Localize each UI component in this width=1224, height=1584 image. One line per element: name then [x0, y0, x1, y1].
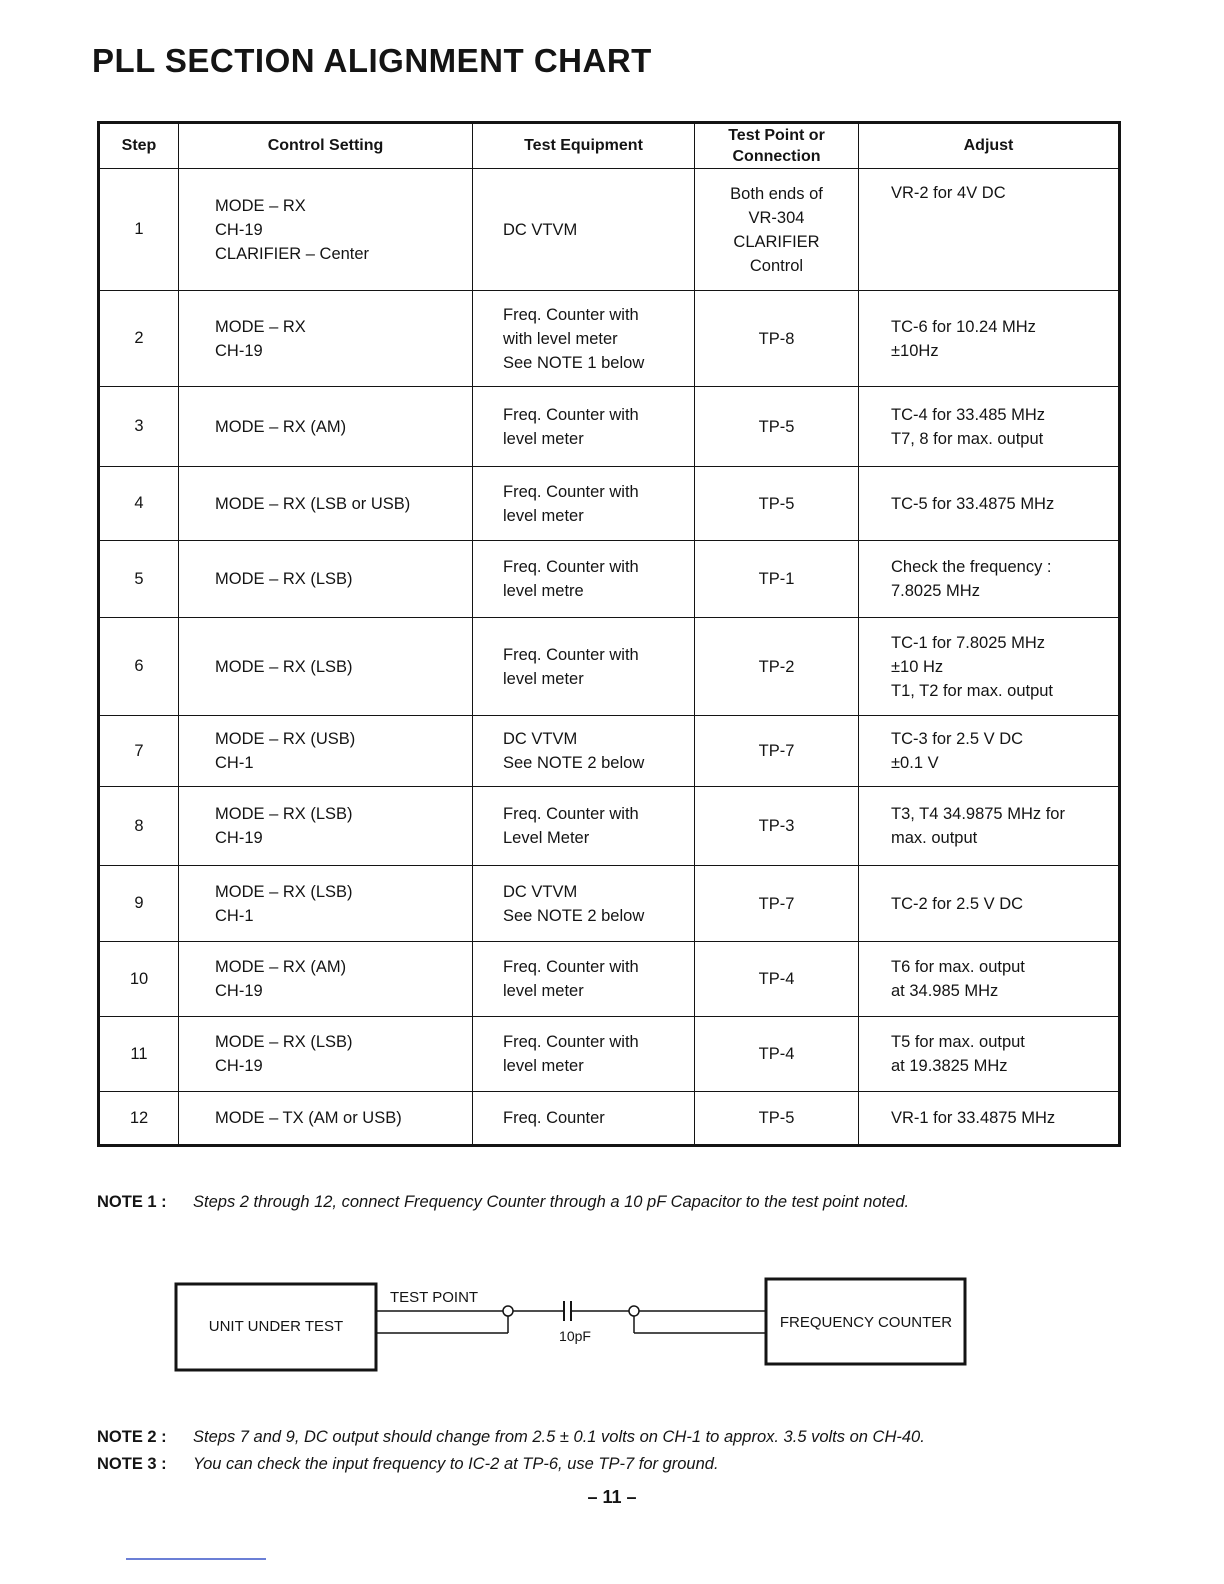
frequency-counter-label: FREQUENCY COUNTER [779, 1314, 953, 1331]
cell-adjust [859, 1092, 1120, 1146]
cell-adjust-line: T6 for max. output [891, 958, 1025, 976]
cell-test-point-line: CLARIFIER [733, 232, 820, 251]
cell-test-point-line: TP-7 [758, 894, 795, 913]
table-row [99, 1092, 1120, 1146]
cell-adjust-line: TC-5 for 33.4875 MHz [891, 494, 1055, 513]
cell-test-equipment-line: DC VTVM [503, 730, 578, 748]
cell-control-setting [179, 787, 473, 866]
cell-test-equipment [473, 942, 695, 1017]
cell-adjust-line: 7.8025 MHz [891, 582, 980, 600]
cell-adjust-line: max. output [891, 829, 978, 847]
cell-test-point [695, 942, 859, 1017]
cell-control-setting [179, 291, 473, 387]
header-adjust: Adjust [859, 123, 1120, 169]
cell-test-point [695, 716, 859, 787]
cell-control-setting-line: MODE – RX (LSB) [215, 882, 353, 901]
cell-control-setting [179, 942, 473, 1017]
cell-control-setting-line: CLARIFIER – Center [215, 244, 370, 263]
cell-adjust-line: Check the frequency : [891, 558, 1052, 576]
cell-step: 5 [99, 541, 179, 618]
cell-test-point-line: TP-1 [758, 570, 795, 588]
cell-test-point-line: TP-3 [758, 817, 795, 835]
cell-test-equipment-line: Freq. Counter [503, 1109, 605, 1127]
cell-adjust [859, 866, 1120, 942]
unit-under-test-label: UNIT UNDER TEST [208, 1318, 344, 1335]
cell-test-point [695, 467, 859, 541]
cell-step: 4 [99, 467, 179, 541]
cell-control-setting [179, 1092, 473, 1146]
cell-test-equipment-line: See NOTE 2 below [503, 754, 645, 772]
cell-control-setting-line: MODE – RX (AM) [215, 958, 347, 976]
cell-test-point [695, 387, 859, 467]
cell-test-equipment-line: See NOTE 1 below [503, 353, 645, 372]
cell-test-point-line: TP-5 [758, 417, 795, 436]
header-test-equipment: Test Equipment [473, 123, 695, 169]
cell-adjust-line: T5 for max. output [891, 1033, 1025, 1051]
cell-test-point-line: TP-5 [758, 1109, 795, 1127]
table-row [99, 618, 1120, 716]
cell-test-equipment-line: Freq. Counter with [503, 482, 639, 501]
cell-test-equipment [473, 716, 695, 787]
cell-test-equipment-line: Freq. Counter with [503, 645, 639, 664]
cell-control-setting [179, 541, 473, 618]
note-2-label: NOTE 2 : [97, 1428, 167, 1446]
cell-adjust-line: at 19.3825 MHz [891, 1057, 1008, 1075]
table-header-row [99, 123, 1120, 169]
cell-adjust [859, 1017, 1120, 1092]
cell-test-point [695, 291, 859, 387]
table-row [99, 866, 1120, 942]
cell-test-equipment-line: level meter [503, 429, 584, 448]
cell-step: 8 [99, 787, 179, 866]
cell-test-point-line: VR-304 [748, 208, 805, 227]
cell-test-equipment-line: DC VTVM [503, 220, 578, 239]
test-point-terminal-icon [503, 1306, 513, 1316]
cell-test-equipment-line: with level meter [503, 329, 618, 348]
connection-diagram [170, 1272, 970, 1382]
cell-test-equipment-line: Freq. Counter with [503, 558, 639, 576]
cell-test-point-line: TP-5 [758, 494, 795, 513]
cell-test-equipment [473, 541, 695, 618]
cell-adjust [859, 169, 1120, 291]
note-1 [97, 1193, 909, 1212]
cell-adjust-line: ±0.1 V [891, 754, 939, 772]
cell-adjust [859, 541, 1120, 618]
table-row [99, 291, 1120, 387]
cell-test-point [695, 169, 859, 291]
cell-step: 7 [99, 716, 179, 787]
table-row [99, 716, 1120, 787]
cell-step: 6 [99, 618, 179, 716]
cell-test-equipment-line: Freq. Counter with [503, 1033, 639, 1051]
test-point-label: TEST POINT [390, 1289, 479, 1306]
cell-step: 10 [99, 942, 179, 1017]
header-test-point-line1: Test Point or [728, 127, 825, 144]
cell-test-equipment [473, 618, 695, 716]
cell-adjust [859, 787, 1120, 866]
cell-test-equipment-line: Freq. Counter with [503, 305, 639, 324]
cell-test-equipment-line: Level Meter [503, 829, 590, 847]
cell-control-setting-line: CH-19 [215, 220, 263, 239]
cell-test-point-line: TP-4 [758, 970, 795, 988]
cell-adjust-line: at 34.985 MHz [891, 982, 999, 1000]
cell-adjust-line: TC-2 for 2.5 V DC [891, 894, 1024, 913]
cell-control-setting-line: CH-19 [215, 829, 263, 847]
cell-test-equipment-line: DC VTVM [503, 882, 578, 901]
cell-test-point [695, 618, 859, 716]
note-2-text: Steps 7 and 9, DC output should change from 2.5 ± 0.1 volts on CH-1 to approx. 3.5 volts on CH-40. [193, 1428, 925, 1446]
cell-control-setting-line: CH-19 [215, 982, 263, 1000]
cell-control-setting [179, 716, 473, 787]
cell-adjust [859, 467, 1120, 541]
cell-step: 3 [99, 387, 179, 467]
cell-test-point-line: Both ends of [730, 184, 823, 203]
cell-control-setting [179, 387, 473, 467]
cell-control-setting-line: MODE – RX [215, 317, 306, 336]
cell-test-equipment [473, 169, 695, 291]
cell-adjust-line: TC-4 for 33.485 MHz [891, 405, 1046, 424]
cell-test-equipment [473, 1017, 695, 1092]
cell-control-setting-line: MODE – RX (USB) [215, 730, 356, 748]
table-row [99, 942, 1120, 1017]
cell-adjust-line: TC-3 for 2.5 V DC [891, 730, 1024, 748]
cell-step: 11 [99, 1017, 179, 1092]
cell-test-point [695, 541, 859, 618]
cell-test-equipment-line: Freq. Counter with [503, 405, 639, 424]
cell-step: 2 [99, 291, 179, 387]
table-row [99, 1017, 1120, 1092]
cell-control-setting-line: CH-1 [215, 754, 254, 772]
cell-adjust-line: TC-1 for 7.8025 MHz [891, 633, 1046, 652]
cell-control-setting-line: MODE – RX (LSB or USB) [215, 494, 411, 513]
header-test-point-line2: Connection [732, 148, 821, 165]
cell-adjust [859, 618, 1120, 716]
cell-test-equipment-line: level meter [503, 1057, 584, 1075]
cell-step: 1 [99, 169, 179, 291]
cell-control-setting [179, 467, 473, 541]
cell-control-setting-line: MODE – RX [215, 196, 306, 215]
cell-test-equipment-line: level meter [503, 982, 584, 1000]
cell-test-equipment [473, 1092, 695, 1146]
cell-test-equipment-line: level meter [503, 506, 584, 525]
cell-test-equipment [473, 387, 695, 467]
cell-test-equipment-line: Freq. Counter with [503, 805, 639, 823]
page-number: – 11 – [587, 1487, 637, 1507]
cell-test-equipment [473, 866, 695, 942]
table-row [99, 787, 1120, 866]
cell-adjust-line: ±10Hz [891, 341, 939, 360]
note-2 [97, 1428, 925, 1447]
cell-test-equipment-line: level meter [503, 669, 584, 688]
cell-test-equipment [473, 787, 695, 866]
note-3 [97, 1455, 719, 1474]
cell-adjust [859, 291, 1120, 387]
alignment-table [97, 121, 1121, 1147]
table-row [99, 387, 1120, 467]
cell-test-point-line: TP-7 [758, 742, 795, 760]
cell-control-setting-line: MODE – RX (LSB) [215, 570, 353, 588]
cell-test-point-line: Control [749, 256, 804, 275]
cell-control-setting-line: CH-19 [215, 1057, 263, 1075]
cell-test-equipment-line: level metre [503, 582, 584, 600]
cell-adjust-line: VR-2 for 4V DC [891, 184, 1006, 202]
cell-adjust [859, 716, 1120, 787]
cell-control-setting [179, 169, 473, 291]
page-title: PLL SECTION ALIGNMENT CHART [92, 42, 652, 79]
cell-adjust-line: TC-6 for 10.24 MHz [891, 317, 1036, 336]
cell-control-setting-line: CH-1 [215, 906, 254, 925]
cell-test-point-line: TP-2 [758, 657, 795, 676]
cell-test-point [695, 866, 859, 942]
header-control-setting: Control Setting [179, 123, 473, 169]
cell-control-setting [179, 1017, 473, 1092]
footer-rule [126, 1558, 266, 1560]
cell-control-setting-line: CH-19 [215, 341, 263, 360]
cell-adjust [859, 942, 1120, 1017]
cell-control-setting-line: MODE – RX (LSB) [215, 1033, 353, 1051]
cell-adjust-line: T1, T2 for max. output [891, 681, 1054, 700]
cell-test-point-line: TP-4 [758, 1045, 795, 1063]
cell-test-point-line: TP-8 [758, 329, 795, 348]
table-body [99, 169, 1120, 1146]
note-1-label: NOTE 1 : [97, 1193, 167, 1211]
cell-test-equipment-line: See NOTE 2 below [503, 906, 645, 925]
counter-terminal-icon [629, 1306, 639, 1316]
cell-step: 9 [99, 866, 179, 942]
table-row [99, 169, 1120, 291]
cell-step: 12 [99, 1092, 179, 1146]
cell-test-equipment [473, 291, 695, 387]
header-step: Step [99, 123, 179, 169]
header-test-point [695, 123, 859, 169]
cell-adjust-line: T3, T4 34.9875 MHz for [891, 805, 1065, 823]
table-row [99, 541, 1120, 618]
cell-control-setting-line: MODE – RX (AM) [215, 417, 347, 436]
note-3-text: You can check the input frequency to IC-2 at TP-6, use TP-7 for ground. [193, 1455, 719, 1473]
capacitor-label: 10pF [559, 1328, 591, 1344]
cell-test-equipment [473, 467, 695, 541]
cell-adjust-line: VR-1 for 33.4875 MHz [891, 1109, 1056, 1127]
cell-control-setting-line: MODE – TX (AM or USB) [215, 1109, 402, 1127]
cell-control-setting-line: MODE – RX (LSB) [215, 805, 353, 823]
cell-test-point [695, 787, 859, 866]
cell-test-point [695, 1017, 859, 1092]
cell-adjust-line: T7, 8 for max. output [891, 429, 1044, 448]
cell-control-setting [179, 618, 473, 716]
cell-adjust [859, 387, 1120, 467]
note-3-label: NOTE 3 : [97, 1455, 167, 1473]
cell-control-setting [179, 866, 473, 942]
cell-control-setting-line: MODE – RX (LSB) [215, 657, 353, 676]
cell-adjust-line: ±10 Hz [891, 657, 944, 676]
cell-test-point [695, 1092, 859, 1146]
cell-test-equipment-line: Freq. Counter with [503, 958, 639, 976]
table-row [99, 467, 1120, 541]
note-1-text: Steps 2 through 12, connect Frequency Counter through a 10 pF Capacitor to the test point noted. [193, 1193, 910, 1211]
